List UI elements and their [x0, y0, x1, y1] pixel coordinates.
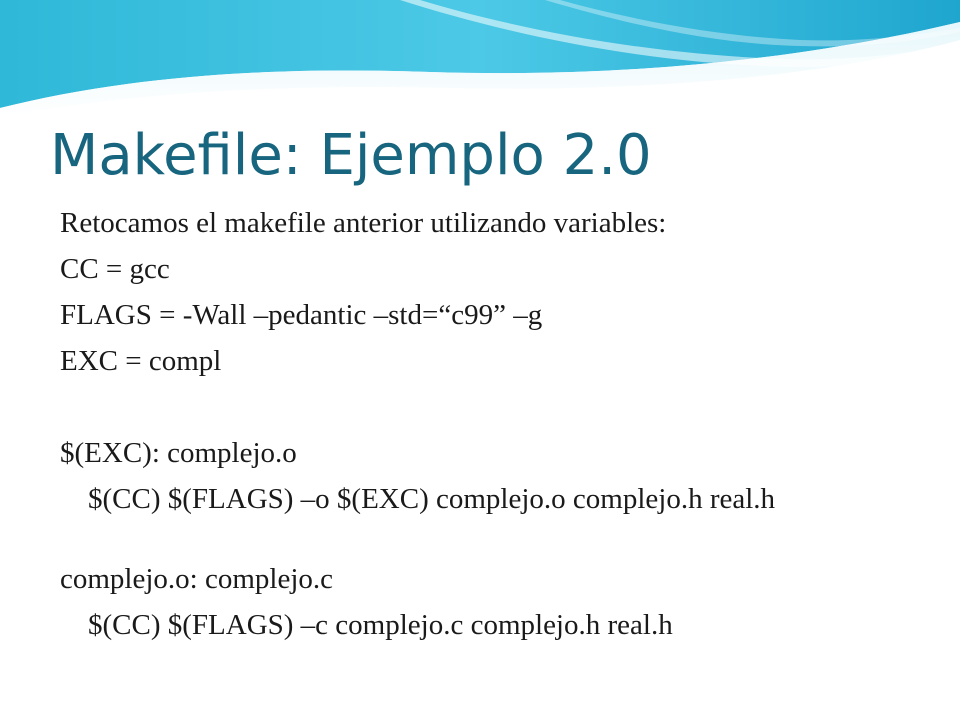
spacer	[60, 522, 920, 556]
intro-text: Retocamos el makefile anterior utilizando variables:	[60, 207, 667, 239]
rule-target: complejo.o: complejo.c	[60, 563, 334, 595]
slide-body	[60, 200, 920, 648]
variable-line: FLAGS = -Wall –pedantic –std=“c99” –g	[60, 299, 543, 331]
header-wave-decoration	[0, 0, 960, 120]
slide-title: Makefile: Ejemplo 2.0	[50, 123, 652, 188]
variable-line: CC = gcc	[60, 253, 170, 285]
variable-line: EXC = compl	[60, 345, 222, 377]
spacer	[60, 384, 920, 430]
rule-command: $(CC) $(FLAGS) –o $(EXC) complejo.o complejo.h real.h	[88, 483, 776, 515]
rule-target: $(EXC): complejo.o	[60, 437, 297, 469]
rule-command: $(CC) $(FLAGS) –c complejo.c complejo.h real.h	[88, 609, 673, 641]
